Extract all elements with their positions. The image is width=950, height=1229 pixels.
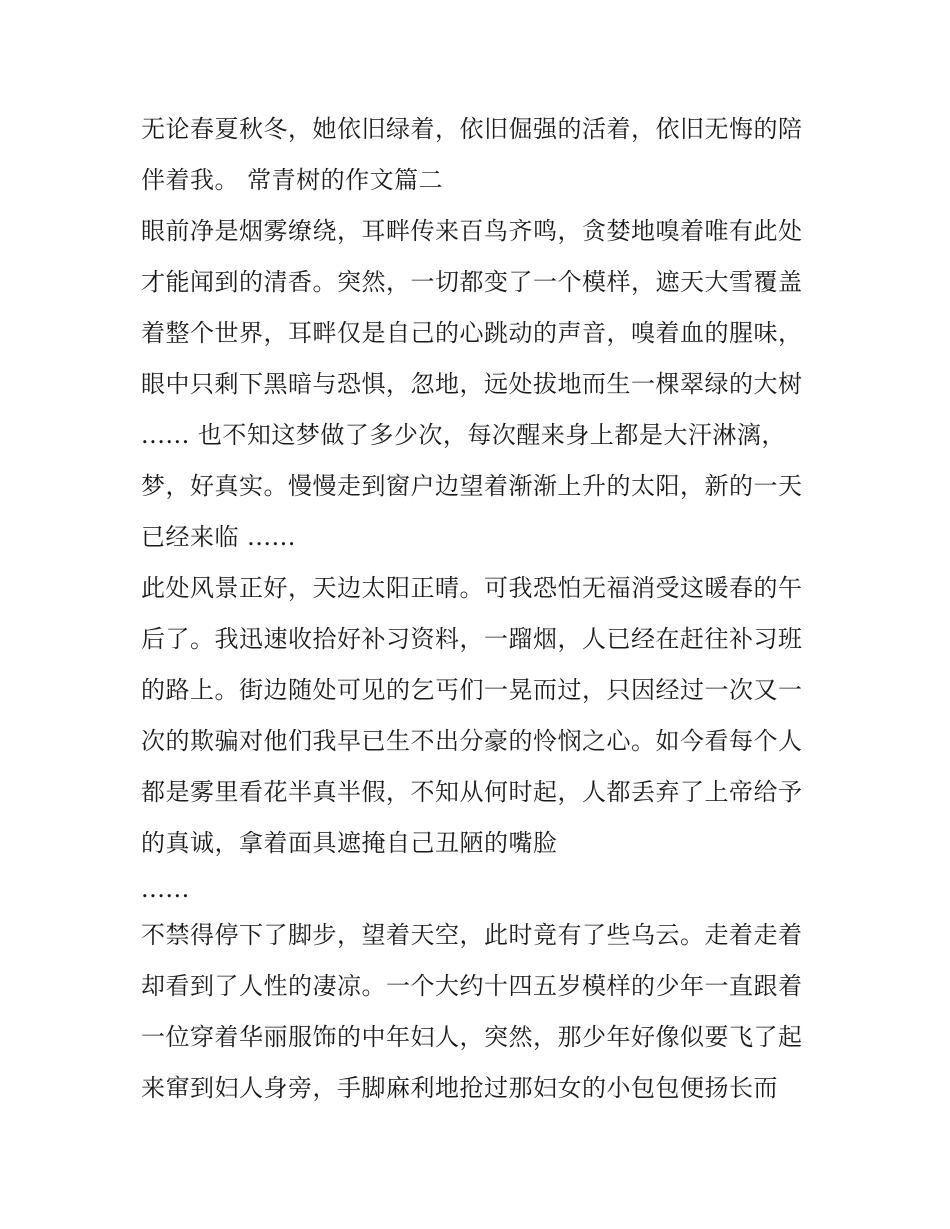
- text-line: 伴着我。 常青树的作文篇二: [141, 166, 444, 194]
- text-line: 已经来临 ......: [141, 523, 296, 551]
- text-line: 着整个世界，耳畔仅是自己的心跳动的声音，嗅着血的腥味，: [141, 319, 803, 347]
- text-line: 的路上。街边随处可见的乞丐们一晃而过，只因经过一次又一: [141, 676, 803, 704]
- text-line: 后了。我迅速收拾好补习资料，一蹓烟，人已经在赶往补习班: [141, 625, 803, 653]
- text-line: 却看到了人性的凄凉。一个大约十四五岁模样的少年一直跟着: [141, 972, 803, 1000]
- text-line: 来窜到妇人身旁，手脚麻利地抢过那妇女的小包包便扬长而: [141, 1074, 778, 1102]
- text-line: 都是雾里看花半真半假，不知从何时起，人都丢弃了上帝给予: [141, 778, 803, 806]
- text-line: 一位穿着华丽服饰的中年妇人，突然，那少年好像似要飞了起: [141, 1023, 803, 1051]
- text-line: 不禁得停下了脚步，望着天空，此时竟有了些乌云。走着走着: [141, 921, 803, 949]
- text-line: ......: [141, 875, 190, 903]
- text-line: 才能闻到的清香。突然，一切都变了一个模样，遮天大雪覆盖: [141, 268, 803, 296]
- text-line: 次的欺骗对他们我早已生不出分豪的怜悯之心。如今看每个人: [141, 727, 803, 755]
- essay-text: [141, 107, 821, 1117]
- text-line: 此处风景正好，天边太阳正晴。可我恐怕无福消受这暖春的午: [141, 574, 803, 602]
- text-line: 的真诚，拿着面具遮掩自己丑陋的嘴脸: [141, 829, 558, 857]
- text-line: 无论春夏秋冬，她依旧绿着，依旧倔强的活着，依旧无悔的陪: [141, 115, 803, 143]
- text-line: 眼前净是烟雾缭绕，耳畔传来百鸟齐鸣，贪婪地嗅着唯有此处: [141, 217, 803, 245]
- text-line: ...... 也不知这梦做了多少次，每次醒来身上都是大汗淋漓，: [141, 421, 786, 449]
- text-line: 眼中只剩下黑暗与恐惧，忽地，远处拔地而生一棵翠绿的大树: [141, 370, 803, 398]
- text-line: 梦，好真实。慢慢走到窗户边望着渐渐上升的太阳，新的一天: [141, 472, 803, 500]
